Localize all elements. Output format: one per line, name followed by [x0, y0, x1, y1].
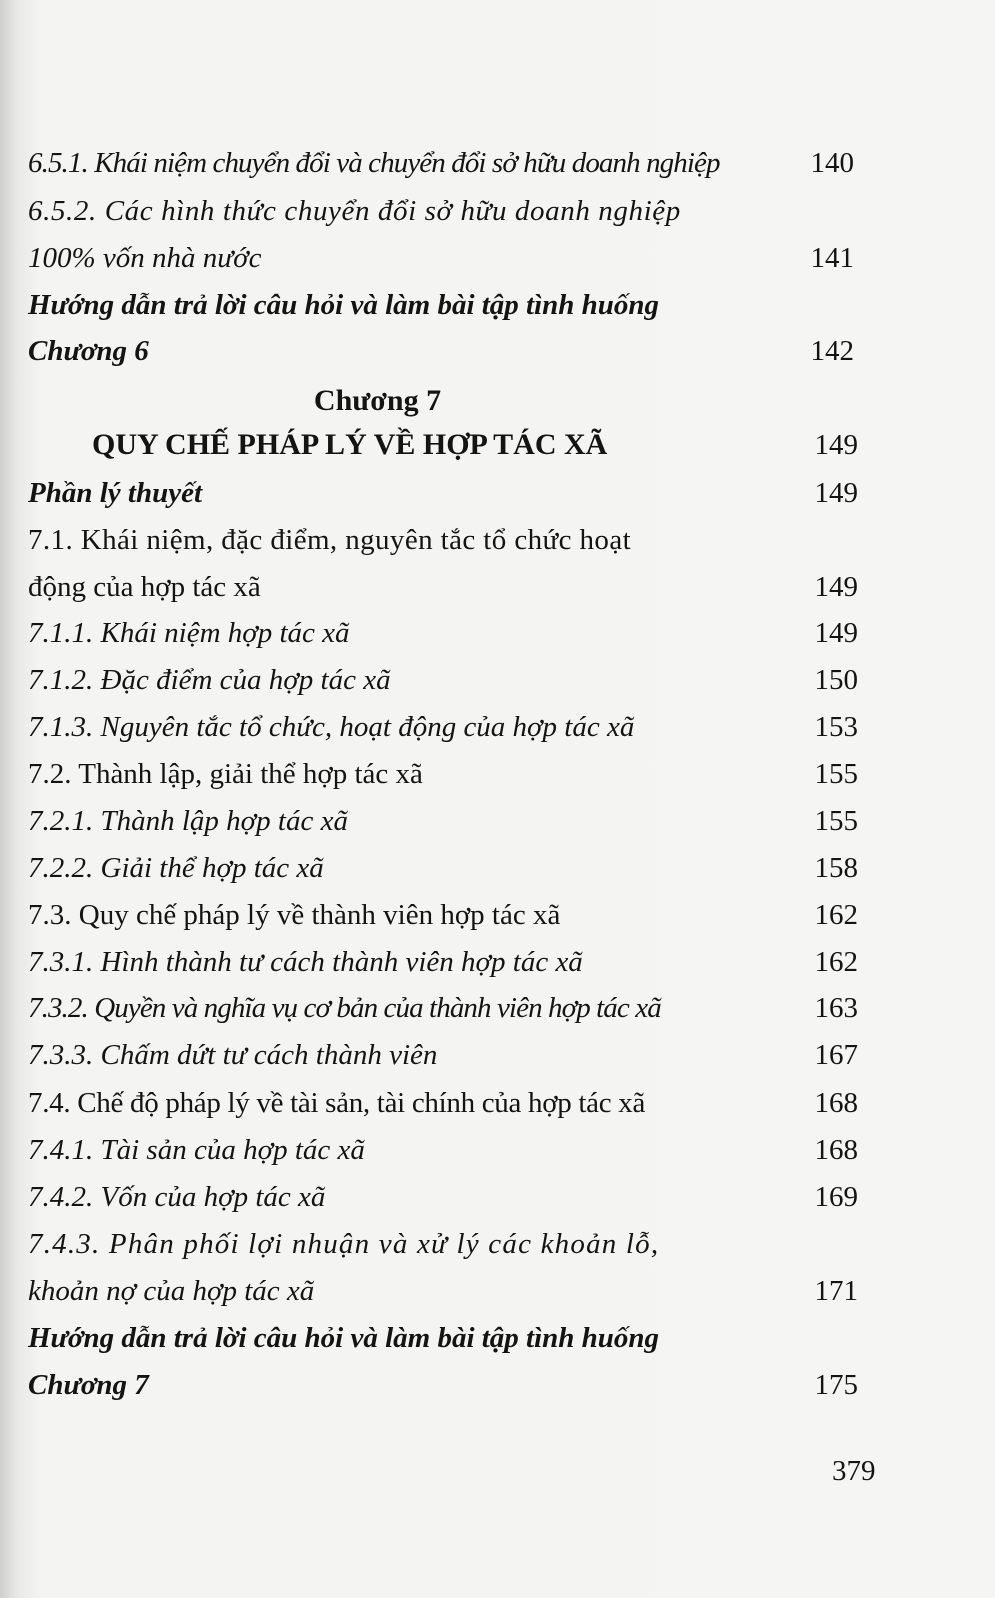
toc-entry-text: Hướng dẫn trả lời câu hỏi và làm bài tập tình huống: [28, 289, 660, 321]
toc-entry-text: 7.4.1. Tài sản của hợp tác xã: [28, 1134, 365, 1166]
toc-entry-text: 7.3.3. Chấm dứt tư cách thành viên: [28, 1039, 438, 1071]
toc-entry-text: 6.5.1. Khái niệm chuyển đổi và chuyển đổi sở hữu doanh nghiệp: [28, 147, 720, 179]
toc-entry-text: 7.4. Chế độ pháp lý về tài sản, tài chính của hợp tác xã: [28, 1087, 646, 1119]
toc-entry: [28, 845, 888, 891]
toc-entry-page: 168: [814, 1087, 858, 1119]
toc-entry-page: 150: [814, 664, 858, 696]
toc-entry: [28, 282, 888, 328]
toc-entry: [28, 517, 888, 563]
toc-entry: [28, 798, 888, 844]
toc-entry-text: 7.2. Thành lập, giải thể hợp tác xã: [28, 758, 423, 790]
toc-entry-page: 141: [810, 242, 854, 274]
toc-entry-page: 169: [814, 1181, 858, 1213]
toc-entry-page: 158: [814, 852, 858, 884]
toc-entry: [28, 1127, 888, 1173]
toc-entry-text: 7.4.2. Vốn của hợp tác xã: [28, 1181, 326, 1213]
toc-entry: [28, 1221, 888, 1267]
toc-entry: [28, 610, 888, 656]
toc-entry-page: 168: [814, 1134, 858, 1166]
toc-entry-page: 171: [814, 1275, 858, 1307]
toc-entry-page: 155: [814, 758, 858, 790]
toc-entry: [28, 235, 888, 281]
toc-entry-page: 155: [814, 805, 858, 837]
toc-entry: [28, 1268, 888, 1314]
toc-entry: [28, 1032, 888, 1078]
page-number: 379: [832, 1455, 876, 1487]
toc-entry-text: 6.5.2. Các hình thức chuyển đổi sở hữu doanh nghiệp: [28, 195, 681, 227]
toc-entry: [28, 704, 888, 750]
toc-entry: [28, 892, 888, 938]
toc-entry: [28, 564, 888, 610]
toc-entry-page: 175: [814, 1369, 858, 1401]
chapter-title-row: [28, 422, 888, 468]
toc-entry-page: 162: [814, 946, 858, 978]
toc-entry-text: Chương 7: [28, 1369, 149, 1401]
toc-entry-text: Chương 6: [28, 335, 149, 367]
toc-entry-page: 149: [814, 617, 858, 649]
toc-entry-text: 100% vốn nhà nước: [28, 242, 262, 274]
toc-entry-text: khoản nợ của hợp tác xã: [28, 1275, 315, 1307]
toc-entry-page: 149: [814, 571, 858, 603]
toc-entry-text: Hướng dẫn trả lời câu hỏi và làm bài tập tình huống: [28, 1322, 660, 1354]
toc-entry-page: 149: [814, 477, 858, 509]
toc-entry-text: 7.1.3. Nguyên tắc tổ chức, hoạt động của hợp tác xã: [28, 711, 635, 743]
toc-entry-text: 7.4.3. Phân phối lợi nhuận và xử lý các khoản lỗ,: [28, 1228, 660, 1260]
toc-entry: [28, 939, 888, 985]
toc-entry: [28, 328, 888, 374]
toc-entry-page: 149: [814, 429, 858, 461]
toc-entry-text: 7.3.1. Hình thành tư cách thành viên hợp tác xã: [28, 946, 583, 978]
toc-entry-text: 7.2.2. Giải thể hợp tác xã: [28, 852, 324, 884]
toc-entry: [28, 1362, 888, 1408]
toc-entry: [28, 188, 888, 234]
toc-entry: [28, 1080, 888, 1126]
toc-entry-text: Phần lý thuyết: [28, 477, 203, 509]
toc-entry-text: 7.1.1. Khái niệm hợp tác xã: [28, 617, 350, 649]
toc-entry-text: động của hợp tác xã: [28, 571, 261, 603]
toc-entry: [28, 751, 888, 797]
toc-entry-page: 167: [814, 1039, 858, 1071]
toc-entry-page: 142: [810, 335, 854, 367]
toc-entry: [28, 140, 888, 186]
toc-entry-text: 7.2.1. Thành lập hợp tác xã: [28, 805, 348, 837]
toc-entry: [28, 470, 888, 516]
chapter-label: Chương 7: [313, 384, 442, 417]
chapter-title: QUY CHẾ PHÁP LÝ VỀ HỢP TÁC XÃ: [92, 428, 608, 461]
toc-entry-text: 7.1.2. Đặc điểm của hợp tác xã: [28, 664, 391, 696]
toc-entry-text: 7.3. Quy chế pháp lý về thành viên hợp tác xã: [28, 899, 561, 931]
toc-entry: [28, 1315, 888, 1361]
toc-entry-page: 162: [814, 899, 858, 931]
toc-entry: [28, 985, 888, 1031]
toc-entry: [28, 657, 888, 703]
toc-entry-text: 7.3.2. Quyền và nghĩa vụ cơ bản của thành viên hợp tác xã: [28, 992, 661, 1024]
toc-entry-page: 153: [814, 711, 858, 743]
toc-entry-text: 7.1. Khái niệm, đặc điểm, nguyên tắc tổ chức hoạt: [28, 524, 632, 556]
toc-entry: [28, 1174, 888, 1220]
toc-entry-page: 140: [810, 147, 854, 179]
toc-entry-page: 163: [814, 992, 858, 1024]
